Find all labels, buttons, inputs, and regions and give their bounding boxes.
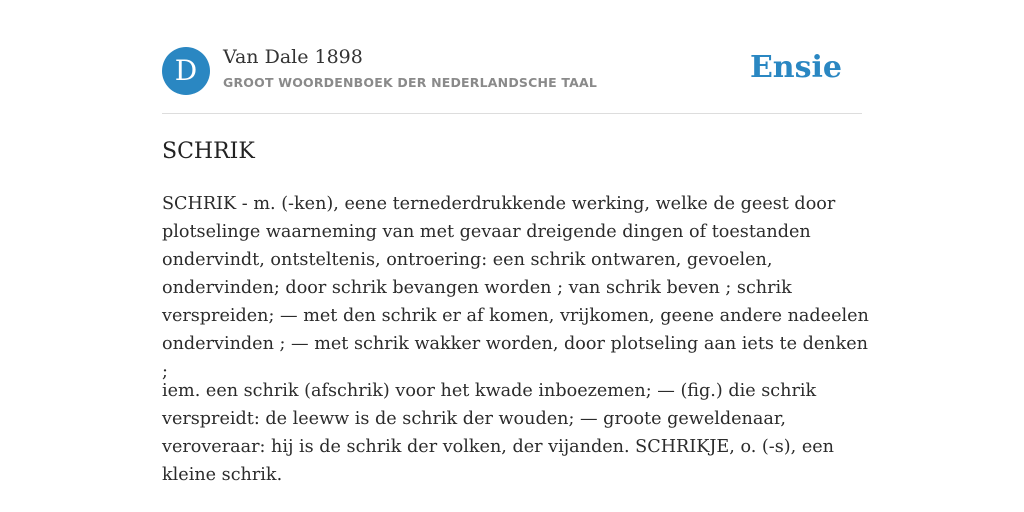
header-divider	[162, 113, 862, 114]
dictionary-header	[162, 46, 862, 96]
definition-paragraph: SCHRIK - m. (-ken), eene ternederdrukkende werking, welke de geest door plotselinge waarneming van met gevaar dreigende dingen of toestanden ondervindt, ontsteltenis, ontroering: een schrik ontwaren, gevoelen, ondervinden; door schrik bevangen worden ; van schrik beven ; schrik verspreiden; — met den schrik er af komen, vrijkomen, geene andere nadeelen ondervinden ; — met schrik wakker worden, door plotseling aan iets te denken ;	[162, 194, 869, 382]
dictionary-source-subtitle: GROOT WOORDENBOEK DER NEDERLANDSCHE TAAL	[223, 75, 598, 90]
definition-paragraph: iem. een schrik (afschrik) voor het kwade inboezemen; — (fig.) die schrik verspreidt: de leeww is de schrik der wouden; — groote geweldenaar, veroveraar: hij is de schrik der volken, der vijanden. SCHRIKJE, o. (-s), een kleine schrik.	[162, 381, 834, 485]
entry-headword: SCHRIK	[162, 139, 255, 164]
ensie-brand-logo[interactable]: Ensie	[749, 50, 842, 85]
dictionary-source-title[interactable]: Van Dale 1898	[223, 46, 363, 68]
dictionary-logo-icon[interactable]: D	[162, 47, 210, 95]
